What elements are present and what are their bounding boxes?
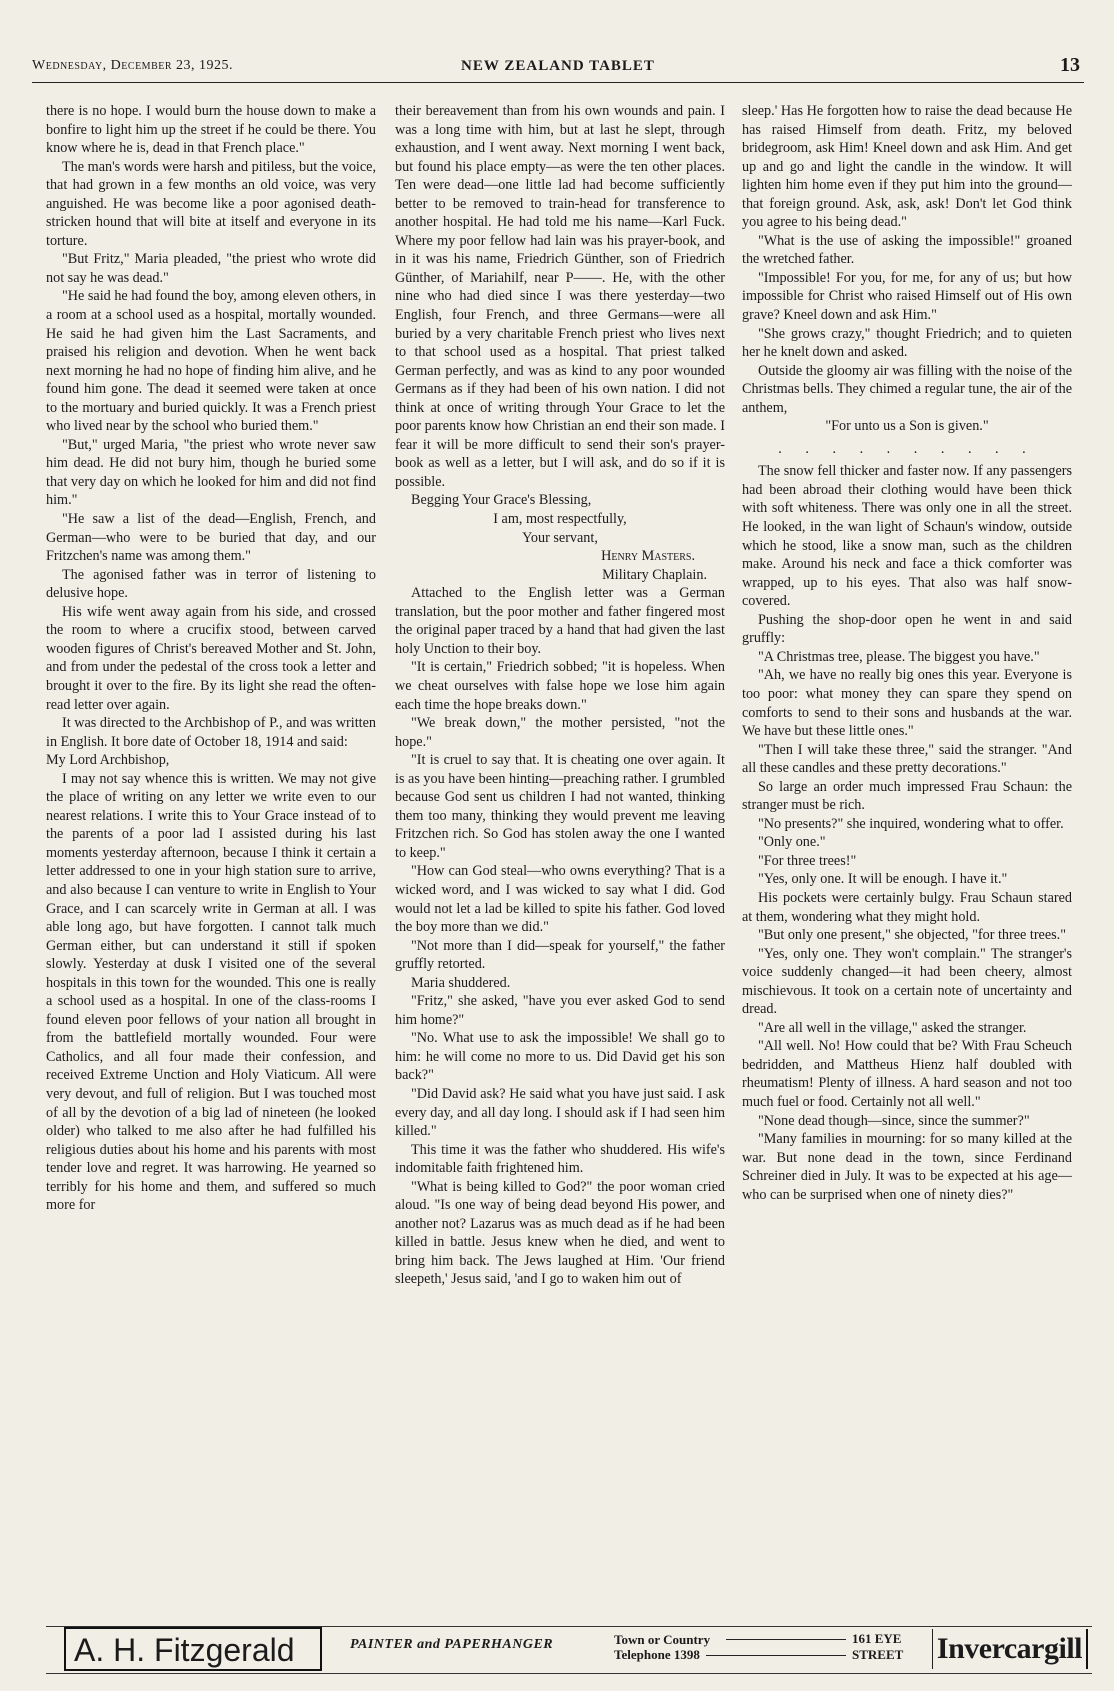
advertiser-city: Invercargill: [932, 1629, 1088, 1669]
paragraph: I may not say whence this is written. We may not give the place of writing on any letter we write even to our nearest relations. I write this to Your Grace instead of to the parents of a poor lad I assisted during his last moments yesterday afternoon, because I think it certain a letter addressed to one in your high station sure to arrive, and also because I can venture to write in English to Your Grace, and I can scarcely write in German at all. I was able long ago, but have forgotten. I cannot talk much German either, but can understand it still if spoken slowly. Yesterday at dusk I visited one of the several hospitals in this town for the wounded. This one is really a school used as a hospital. In one of the class-rooms I found eleven poor fellows of your nation all brought in from the battlefield mortally wounded. Four were Catholics, and all four made their confession, and received Extreme Unction and Holy Viaticum. All were very devout, and full of religion. But I was touched most of all by the devotion of a big lad of nineteen (he looked older) who talked to me also after he had fulfilled his religious duties about his home and his parents with most tender love and regret. It was harrowing. He yearned so terribly for his home and them, and suffered so much more for: [46, 770, 376, 1214]
publication-title: NEW ZEALAND TABLET: [461, 58, 655, 74]
text-column-2: [395, 102, 725, 1620]
paragraph: Outside the gloomy air was filling with the noise of the Christmas bells. They chimed a regular tune, the air of the anthem,: [742, 362, 1072, 416]
paragraph: "Yes, only one. They won't complain." The stranger's voice suddenly changed—it had been cheery, almost mischievous. It took on a certain note of uncertainty and dread.: [742, 945, 1072, 1018]
paragraph: His wife went away again from his side, and crossed the room to where a crucifix stood, between carved wooden figures of Christ's bereaved Mother and St. John, and from under the pedestal of the cross took a letter and brought it over to the fire. By its light she read the often-read letter over again.: [46, 603, 376, 713]
paragraph: Maria shuddered.: [411, 974, 511, 991]
paragraph: "Impossible! For you, for me, for any of us; but how impossible for Christ who raised Himself out of His own grave? Kneel down and ask Him.": [742, 269, 1072, 324]
paragraph: "But only one present," she objected, "for three trees.": [758, 927, 1067, 944]
paragraph: The agonised father was in terror of listening to delusive hope.: [46, 566, 376, 602]
paragraph: "He saw a list of the dead—English, French, and German—who were to be buried that day, and our Fritzchen's name was among them.": [46, 511, 376, 565]
advertiser-service-area: Town or Country: [614, 1632, 711, 1647]
paragraph: . . . . . . . . . .: [778, 440, 1036, 457]
paragraph: His pockets were certainly bulgy. Frau Schaun stared at them, wondering what they might hold.: [742, 889, 1072, 925]
paragraph: "But Fritz," Maria pleaded, "the priest who wrote did not say he was dead.": [46, 251, 376, 286]
paragraph: "How can God steal—who owns everything? That is a wicked word, and I was wicked to say what I did. God would not let a lad be killed to spite his father. God loved the boy more than we did.": [395, 863, 725, 936]
paragraph: sleep.' Has He forgotten how to raise the dead because He has raised Himself from death. Fritz, my beloved bridegroom, ask Him! Kneel down and ask Him. And get up and go and light the candle in the window. It will lighten him home even if they put him into the ground—that foreign ground. Ask, ask, ask! Don't let God think you agree to his being dead.": [742, 103, 1072, 231]
paragraph: "Are all well in the village," asked the stranger.: [758, 1019, 1027, 1036]
divider-line: [726, 1639, 846, 1640]
paragraph: "None dead though—since, since the summer?": [758, 1112, 1030, 1129]
paragraph: It was directed to the Archbishop of P., and was written in English. It bore date of October 18, 1914 and said:: [46, 715, 376, 750]
page-header: [32, 52, 1084, 83]
paragraph: there is no hope. I would burn the house down to make a bonfire to light him up the street if he could be there. You know where he is, dead in that French place.": [46, 103, 376, 157]
advertiser-address-line-1: 161 EYE: [852, 1631, 902, 1646]
paragraph: Begging Your Grace's Blessing,: [411, 492, 592, 509]
text-column-1: [46, 102, 376, 1620]
paragraph: "A Christmas tree, please. The biggest you have.": [758, 648, 1040, 665]
paragraph: their bereavement than from his own wounds and pain. I was a long time with him, but at last he slept, through exhaustion, and I went away. Next morning I went back, but found his place empty—as were the ten other places. Ten were dead—one little lad had become sufficiently better to be removed to train-head for transference to another hospital. He had told me his name—Karl Fuck. Where my poor fellow had lain was his prayer-book, and in it was his name, Friedrich Günther, son of Friedrich Günther, of Mariahilf, near P——. He, with the other nine who had died since I was there yesterday—two English, four French, and three Germans—were all buried by a very charitable French priest who lives next to that school used as a hospital. That priest talked German perfectly, and was as kind to any poor wounded Germans as if they had been of his own nation. I did not think at once of writing through Your Grace to let the poor parents know how Christian an end their son made. I fear it will be more difficult to send their son's prayer-book as well as a letter, but I will ask, and do so if it is possible.: [395, 103, 725, 490]
paragraph: The snow fell thicker and faster now. If any passengers had been abroad their clothing would have been thick with soft whiteness. There was only one in all the street. He looked, in the wan light of Schaun's window, outside which he stood, like a snow man, such as the children make. Around his neck and face a thick comforter was wrapped, up to his eyes. That also was half snow-covered.: [742, 463, 1072, 610]
paragraph: Henry Masters.: [601, 548, 695, 565]
paragraph: "Fritz," she asked, "have you ever asked God to send him home?": [395, 993, 725, 1028]
paragraph: This time it was the father who shuddered. His wife's indomitable faith frightened him.: [395, 1141, 725, 1177]
paragraph: "No presents?" she inquired, wondering what to offer.: [758, 815, 1064, 832]
advertiser-trade: PAINTER and PAPERHANGER: [350, 1637, 554, 1652]
page-number: 13: [1060, 54, 1080, 76]
paragraph: "She grows crazy," thought Friedrich; and to quieten her he knelt down and asked.: [742, 325, 1072, 361]
paragraph: Military Chaplain.: [602, 566, 707, 583]
paragraph: My Lord Archbishop,: [46, 752, 170, 769]
paragraph: "Did David ask? He said what you have just said. I ask every day, and all day long. I should ask if I had seen him killed.": [395, 1085, 725, 1140]
paragraph: "Only one.": [758, 834, 826, 851]
paragraph: Your servant,: [522, 529, 598, 546]
paragraph: "Then I will take these three," said the stranger. "And all these candles and these pretty decorations.": [742, 741, 1072, 777]
paragraph: Attached to the English letter was a German translation, but the poor mother and father fingered most the original paper traced by a hand that had given the last holy Unction to their boy.: [395, 585, 725, 657]
text-column-3: [742, 102, 1072, 1620]
paragraph: "We break down," the mother persisted, "not the hope.": [395, 715, 725, 750]
advertiser-telephone: Telephone 1398: [614, 1647, 700, 1662]
paragraph: "What is being killed to God?" the poor woman cried aloud. "Is one way of being dead beyond His power, and another not? Lazarus was as much dead as if he had been killed in battle. Jesus knew when he died, and went to bring him back. The Jews laughed at Him. 'Our friend sleepeth,' Jesus said, 'and I go to waken him out of: [395, 1178, 725, 1288]
issue-date: Wednesday, December 23, 1925.: [32, 58, 234, 73]
paragraph: "Not more than I did—speak for yourself," the father gruffly retorted.: [395, 937, 725, 973]
paragraph: I am, most respectfully,: [493, 511, 627, 528]
paragraph: "What is the use of asking the impossible!" groaned the wretched father.: [742, 232, 1072, 268]
advertiser-name: A. H. Fitzgerald: [64, 1627, 322, 1671]
paragraph: "It is cruel to say that. It is cheating one over again. It is as you have been hinting—preaching rather. I grumbled because God sent us children I had not wanted, thinking them too many, thinking they would prevent me leaving Fritzchen rich. So God has stolen away the one I wanted to keep.": [395, 752, 725, 861]
advertiser-address-line-2: STREET: [852, 1647, 904, 1662]
paragraph: "For three trees!": [758, 852, 857, 869]
paragraph: So large an order much impressed Frau Schaun: the stranger must be rich.: [742, 778, 1072, 814]
paragraph: "Yes, only one. It will be enough. I have it.": [758, 871, 1008, 888]
paragraph: "All well. No! How could that be? With Frau Scheuch bedridden, and Mattheus Hienz half doubled with rheumatism! Plenty of illness. A hard season and not too much fuel or food. Certainly not all well.": [742, 1038, 1072, 1110]
paragraph: "No. What use to ask the impossible! We shall go to him: he will come no more to us. Did David get his son back?": [395, 1030, 725, 1084]
advertisement-banner: [46, 1626, 1092, 1674]
paragraph: "For unto us a Son is given.": [825, 418, 989, 435]
divider-line: [706, 1655, 846, 1656]
paragraph: "Ah, we have no really big ones this year. Everyone is too poor: what money they can spare they spend on comforts to send to their sons and husbands at the war. We have but these little ones.": [742, 667, 1072, 740]
paragraph: The man's words were harsh and pitiless, but the voice, that had grown in a few months an old voice, was very anguished. He was become like a poor agonised death-stricken hound that will bite at itself and everyone in its torture.: [46, 158, 376, 249]
paragraph: "He said he had found the boy, among eleven others, in a room at a school used as a hospital, mortally wounded. He said he had given him the Last Sacraments, and praised his religion and devotion. When he went back next morning he had no hope of finding him alive, and he found him gone. The dead it seemed were taken at once to the mortuary and buried quickly. It was a French priest who lived near by the school who buried them.": [46, 288, 376, 435]
paragraph: "But," urged Maria, "the priest who wrote never saw him dead. He did not bury him, though he buried some that very day on which he looked for him and did not find him.": [46, 436, 376, 509]
paragraph: "Many families in mourning: for so many killed at the war. But none dead in the town, since Ferdinand Schreiner died in July. It was to be expected at his age—who can be surprised when one of ninety dies?": [742, 1131, 1072, 1203]
paragraph: "It is certain," Friedrich sobbed; "it is hopeless. When we cheat ourselves with false hope we lose him again each time the hope breaks down.": [395, 659, 725, 713]
paragraph: Pushing the shop-door open he went in and said gruffly:: [742, 611, 1072, 647]
